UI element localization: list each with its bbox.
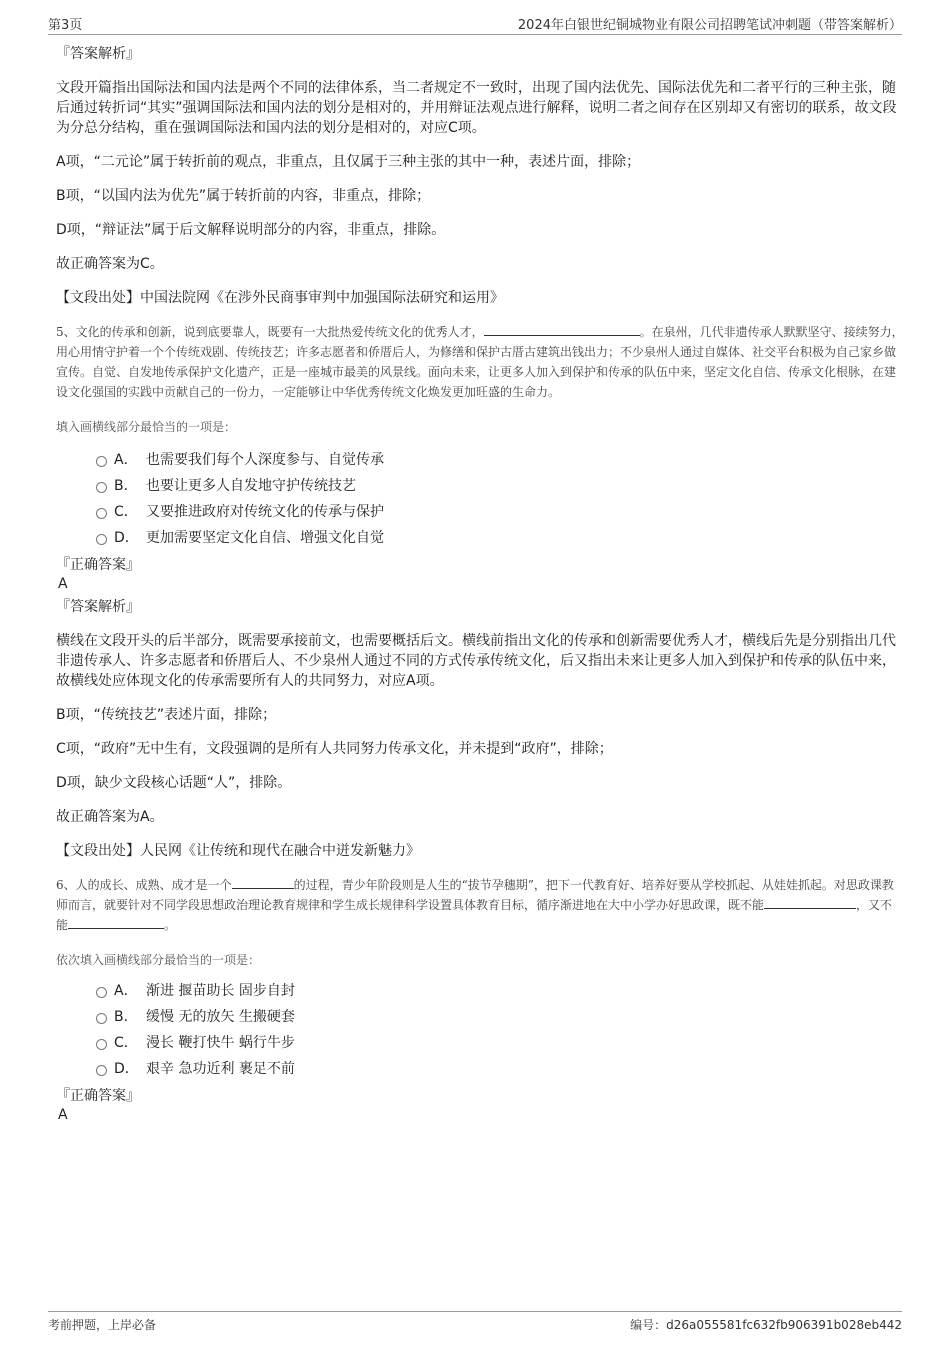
option-text: 更加需要坚定文化自信、增强文化自觉 [146,530,384,546]
question-6-stem-d: 。 [164,918,177,932]
conclusion: 故正确答案为A。 [56,809,164,825]
question-6-stem-c: ，又不能 [56,898,893,932]
option-text: 又要推进政府对传统文化的传承与保护 [146,504,384,520]
radio-button[interactable] [96,987,107,998]
option-c[interactable] [96,1030,904,1056]
option-letter: D． [114,1061,139,1077]
radio-button[interactable] [96,508,107,519]
analysis-label: 『答案解析』 [56,46,140,62]
answer-blank [484,322,640,336]
option-text: 也要让更多人自发地守护传统技艺 [146,478,356,494]
option-letter: C． [114,1035,138,1051]
question-5-stem [56,322,904,402]
option-text: 渐进 揠苗助长 固步自封 [146,983,295,999]
question-6-stem-a: 6、人的成长、成熟、成才是一个 [56,878,232,892]
analysis-label: 『答案解析』 [56,599,140,615]
option-note: B项，“传统技艺”表述片面，排除； [56,707,277,723]
option-note: D项，“辩证法”属于后文解释说明部分的内容，非重点，排除。 [56,222,446,238]
page-footer [48,1311,902,1332]
correct-answer-label: 『正确答案』 [56,1088,140,1104]
option-c[interactable] [96,499,904,525]
option-letter: A． [114,452,138,468]
question-5-stem-a: 5、文化的传承和创新，说到底要靠人，既要有一大批热爱传统文化的优秀人才， [56,325,484,339]
option-text: 漫长 鞭打快牛 蜗行牛步 [146,1035,295,1051]
option-a[interactable] [96,978,904,1004]
option-b[interactable] [96,1004,904,1030]
document-code: 编号：d26a055581fc632fb906391b028eb442 [630,1318,902,1332]
option-letter: A． [114,983,138,999]
answer-blank [764,895,856,909]
conclusion: 故正确答案为C。 [56,256,164,272]
option-text: 也需要我们每个人深度参与、自觉传承 [146,452,384,468]
option-letter: D． [114,530,139,546]
option-note: C项，“政府”无中生有，文段强调的是所有人共同努力传承文化，并未提到“政府”，排除； [56,741,613,757]
answer-blank [68,915,164,929]
correct-answer: A [58,1107,68,1123]
question-6-options [96,978,904,1082]
question-6-stem [56,875,904,935]
radio-button[interactable] [96,482,107,493]
option-text: 缓慢 无的放矢 生搬硬套 [146,1009,295,1025]
option-note: B项，“以国内法为优先”属于转折前的内容，非重点，排除； [56,188,431,204]
radio-button[interactable] [96,1065,107,1076]
option-b[interactable] [96,473,904,499]
option-note: D项，缺少文段核心话题“人”，排除。 [56,775,292,791]
question-5-stem-b: 。在泉州，几代非遗传承人默默坚守、接续努力，用心用情守护着一个个传统戏剧、传统技艺；许多志愿者和侨厝后人，为修缮和保护古厝古建筑出钱出力；不少泉州人通过自媒体、社交平台积极为自己家乡做宣传。自觉、自发地传承保护文化遗产，正是一座城市最美的风景线。面向未来，让更多人加入到保护和传承的队伍中来，坚定文化自信、传承文化根脉，在建设文化强国的实践中贡献自己的一份力，一定能够让中华优秀传统文化焕发更加旺盛的生命力。 [56,325,904,399]
analysis-text: 横线在文段开头的后半部分，既需要承接前文，也需要概括后文。横线前指出文化的传承和创新需要优秀人才，横线后先是分别指出几代非遗传承人、许多志愿者和侨厝后人、不少泉州人通过不同的方式传承传统文化，后又指出未来让更多人加入到保护和传承的队伍中来，故横线处应体现文化的传承需要所有人的共同努力，对应A项。 [56,633,896,689]
answer-blank [232,875,294,889]
analysis-text: 文段开篇指出国际法和国内法是两个不同的法律体系，当二者规定不一致时，出现了国内法优先、国际法优先和二者平行的三种主张，随后通过转折词“其实”强调国际法和国内法的划分是相对的，并用辩证法观点进行解释，说明二者之间存在区别却又有密切的联系，故文段为分总分结构，重在强调国际法和国内法的划分是相对的，对应C项。 [56,80,897,136]
footer-slogan: 考前押题，上岸必备 [48,1318,157,1332]
radio-button[interactable] [96,456,107,467]
correct-answer: A [58,576,68,592]
page-number: 第3页 [48,18,83,33]
question-5-prompt: 填入画横线部分最恰当的一项是： [56,420,237,434]
page-content [56,44,904,1124]
option-d[interactable] [96,525,904,551]
option-d[interactable] [96,1056,904,1082]
question-6-prompt: 依次填入画横线部分最恰当的一项是： [56,953,261,967]
source-citation: 【文段出处】中国法院网《在涉外民商事审判中加强国际法研究和运用》 [56,290,504,306]
page-header [48,12,902,35]
correct-answer-label: 『正确答案』 [56,557,140,573]
radio-button[interactable] [96,1013,107,1024]
question-6-stem-b: 的过程，青少年阶段则是人生的“拔节孕穗期”，把下一代教育好、培养好要从学校抓起、从娃娃抓起。对思政课教师而言，就要针对不同学段思想政治理论教育规律和学生成长规律科学设置具体教育目标，循序渐进地在大中小学办好思政课，既不能 [56,878,894,912]
document-title: 2024年白银世纪铜城物业有限公司招聘笔试冲刺题（带答案解析） [517,18,902,33]
option-text: 艰辛 急功近利 裹足不前 [146,1061,295,1077]
option-letter: C． [114,504,138,520]
option-a[interactable] [96,447,904,473]
question-5-options [96,447,904,551]
radio-button[interactable] [96,1039,107,1050]
option-note: A项，“二元论”属于转折前的观点，非重点，且仅属于三种主张的其中一种，表述片面，排除； [56,154,641,170]
source-citation: 【文段出处】人民网《让传统和现代在融合中迸发新魅力》 [56,843,420,859]
radio-button[interactable] [96,534,107,545]
option-letter: B． [114,478,138,494]
option-letter: B． [114,1009,138,1025]
